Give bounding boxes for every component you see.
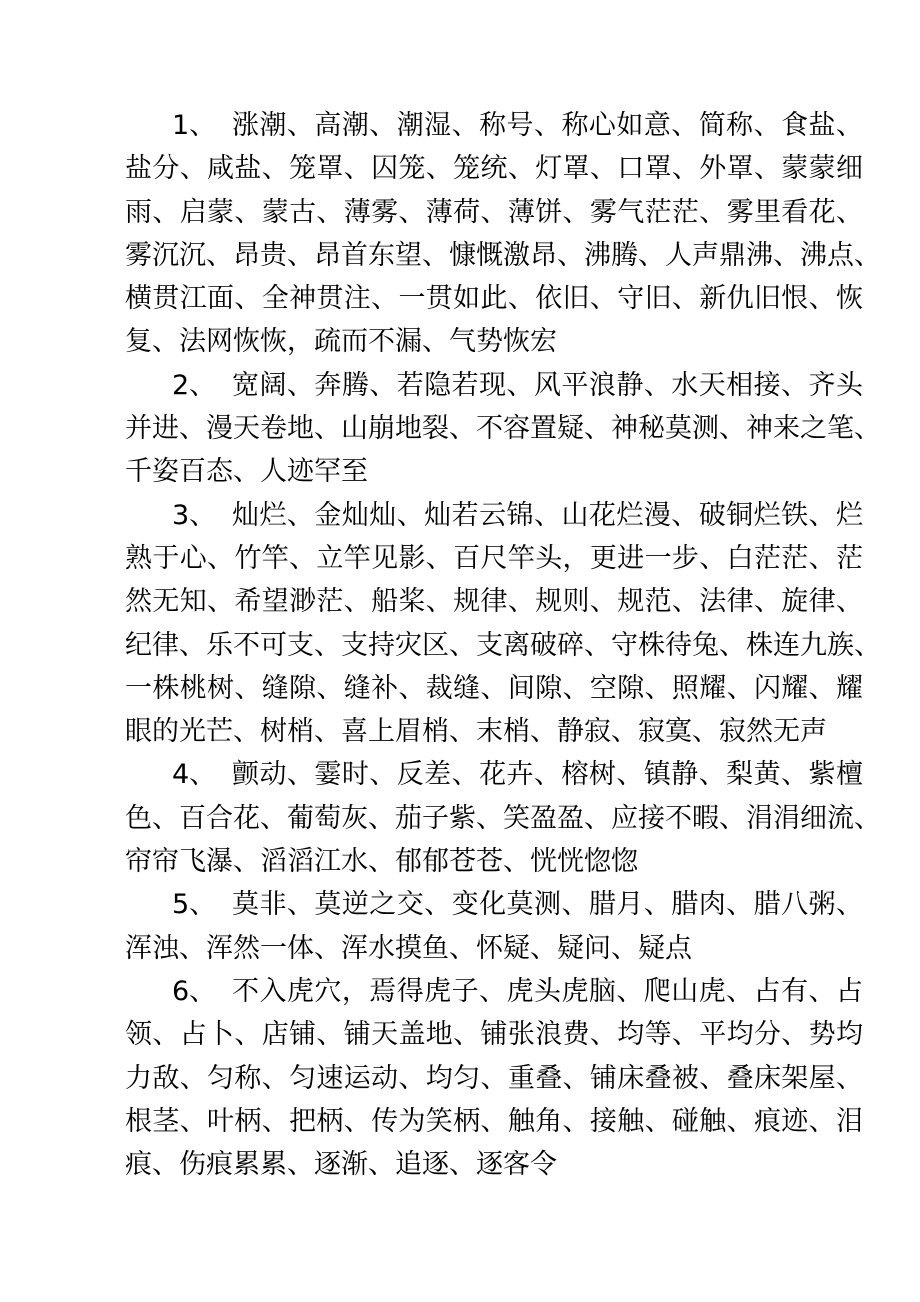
text-line: 领、占卜、店铺、铺天盖地、铺张浪费、均等、平均分、势均 <box>125 1019 863 1051</box>
line-text: 灿烂、金灿灿、灿若云锦、山花烂漫、破铜烂铁、烂 <box>232 499 863 531</box>
line-text: 颤动、霎时、反差、花卉、榕树、镇静、梨黄、紫檀 <box>232 759 863 791</box>
line-text: 不入虎穴，焉得虎子、虎头虎脑、爬山虎、占有、占 <box>232 975 863 1007</box>
paragraph-3 <box>125 494 881 754</box>
paragraph-6 <box>125 970 863 1186</box>
line-text: 涨潮、高潮、潮湿、称号、称心如意、简称、食盐、 <box>232 110 863 141</box>
text-line: 熟于心、竹竿、立竿见影、百尺竿头，更进一步、白茫茫、茫 <box>125 542 863 574</box>
text-line: 并进、漫天卷地、山崩地裂、不容置疑、神秘莫测、神来之笔、 <box>125 413 881 445</box>
text-line <box>125 753 863 796</box>
item-number: 6、 <box>172 975 217 1007</box>
item-number: 1、 <box>172 110 217 141</box>
document-body <box>125 104 881 1186</box>
paragraph-4 <box>125 753 881 883</box>
text-line: 色、百合花、葡萄灰、茄子紫、笑盈盈、应接不暇、涓涓细流、 <box>125 802 881 834</box>
text-line: 然无知、希望渺茫、船桨、规律、规则、规范、法律、旋律、 <box>125 586 863 618</box>
text-line: 雾沉沉、昂贵、昂首东望、慷慨激昂、沸腾、人声鼎沸、沸点、 <box>125 239 881 271</box>
text-line: 盐分、咸盐、笼罩、囚笼、笼统、灯罩、口罩、外罩、蒙蒙细 <box>125 153 863 185</box>
item-number: 5、 <box>172 889 217 921</box>
paragraph-2 <box>125 364 881 494</box>
text-line: 浑浊、浑然一体、浑水摸鱼、怀疑、疑问、疑点 <box>125 932 692 964</box>
text-line: 复、法网恢恢，疏而不漏、气势恢宏 <box>125 326 557 358</box>
item-number: 2、 <box>172 369 217 401</box>
text-line: 纪律、乐不可支、支持灾区、支离破碎、守株待兔、株连九族、 <box>125 629 881 661</box>
item-number: 3、 <box>172 499 217 531</box>
text-line <box>125 494 863 537</box>
paragraph-5 <box>125 883 863 970</box>
text-line: 雨、启蒙、蒙古、薄雾、薄荷、薄饼、雾气茫茫、雾里看花、 <box>125 196 863 228</box>
text-line <box>125 104 863 147</box>
text-line: 力敌、匀称、匀速运动、均匀、重叠、铺床叠被、叠床架屋、 <box>125 1062 863 1094</box>
paragraph-1 <box>125 104 881 364</box>
text-line <box>125 970 863 1013</box>
text-line: 一株桃树、缝隙、缝补、裁缝、间隙、空隙、照耀、闪耀、耀 <box>125 672 863 704</box>
text-line <box>125 364 863 407</box>
line-text: 宽阔、奔腾、若隐若现、风平浪静、水天相接、齐头 <box>232 369 863 401</box>
text-line: 眼的光芒、树梢、喜上眉梢、末梢、静寂、寂寞、寂然无声 <box>125 716 827 748</box>
text-line: 千姿百态、人迹罕至 <box>125 456 368 488</box>
text-line: 根茎、叶柄、把柄、传为笑柄、触角、接触、碰触、痕迹、泪 <box>125 1105 863 1137</box>
text-line <box>125 883 863 926</box>
text-line: 痕、伤痕累累、逐渐、追逐、逐客令 <box>125 1149 557 1181</box>
text-line: 横贯江面、全神贯注、一贯如此、依旧、守旧、新仇旧恨、恢 <box>125 283 863 315</box>
item-number: 4、 <box>172 759 217 791</box>
line-text: 莫非、莫逆之交、变化莫测、腊月、腊肉、腊八粥、 <box>232 889 863 921</box>
text-line: 帘帘飞瀑、滔滔江水、郁郁苍苍、恍恍惚惚 <box>125 846 638 878</box>
